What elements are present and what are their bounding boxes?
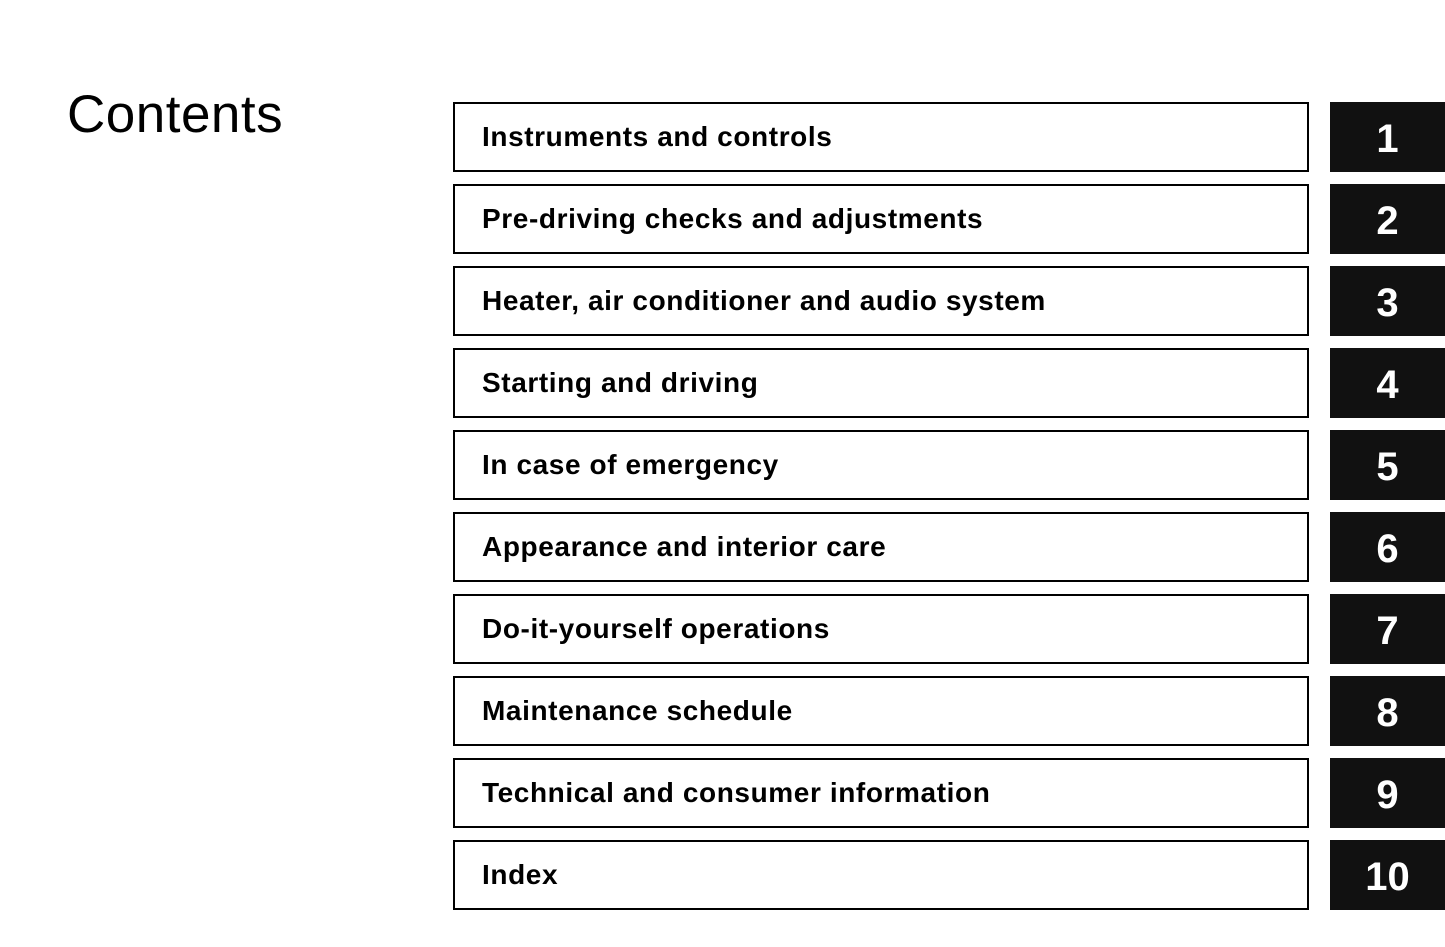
chapter-number: 1 (1376, 117, 1399, 161)
chapter-number-tab[interactable] (1330, 840, 1445, 910)
chapter-number: 8 (1376, 691, 1399, 735)
chapter-title: Pre-driving checks and adjustments (482, 203, 984, 234)
chapter-number-tab[interactable] (1330, 512, 1445, 582)
chapter-number: 10 (1365, 855, 1410, 899)
chapter-number: 9 (1376, 773, 1399, 817)
chapter-number: 5 (1376, 445, 1399, 489)
chapter-number-tab[interactable] (1330, 184, 1445, 254)
toc-entry-instruments[interactable] (453, 102, 1445, 184)
chapter-title-box[interactable] (453, 430, 1309, 500)
chapter-title-box[interactable] (453, 512, 1309, 582)
chapter-title-box[interactable] (453, 348, 1309, 418)
chapter-title-box[interactable] (453, 266, 1309, 336)
chapter-title: Instruments and controls (482, 121, 833, 152)
toc-entry-diy[interactable] (453, 594, 1445, 676)
chapter-title-box[interactable] (453, 184, 1309, 254)
toc-entry-appearance[interactable] (453, 512, 1445, 594)
toc-entry-starting[interactable] (453, 348, 1445, 430)
toc-entry-technical[interactable] (453, 758, 1445, 840)
chapter-title: Do-it-yourself operations (482, 613, 830, 644)
toc-entry-maintenance[interactable] (453, 676, 1445, 758)
chapter-title: Maintenance schedule (482, 695, 793, 726)
chapter-number-tab[interactable] (1330, 676, 1445, 746)
chapter-number-tab[interactable] (1330, 758, 1445, 828)
chapter-title: Index (482, 859, 559, 890)
chapter-number-tab[interactable] (1330, 102, 1445, 172)
table-of-contents (453, 102, 1445, 922)
chapter-title-box[interactable] (453, 676, 1309, 746)
chapter-number: 2 (1376, 199, 1399, 243)
chapter-title: Technical and consumer information (482, 777, 991, 808)
toc-entry-emergency[interactable] (453, 430, 1445, 512)
chapter-number-tab[interactable] (1330, 594, 1445, 664)
chapter-number-tab[interactable] (1330, 266, 1445, 336)
chapter-number-tab[interactable] (1330, 430, 1445, 500)
page-title: Contents (67, 85, 284, 144)
chapter-number: 7 (1376, 609, 1399, 653)
chapter-title-box[interactable] (453, 840, 1309, 910)
chapter-number: 6 (1376, 527, 1399, 571)
chapter-number: 3 (1376, 281, 1399, 325)
toc-entry-index[interactable] (453, 840, 1445, 922)
chapter-title: Heater, air conditioner and audio system (482, 285, 1046, 316)
chapter-title-box[interactable] (453, 594, 1309, 664)
chapter-title-box[interactable] (453, 102, 1309, 172)
chapter-title-box[interactable] (453, 758, 1309, 828)
chapter-title: Appearance and interior care (482, 531, 887, 562)
chapter-number: 4 (1376, 363, 1399, 407)
toc-entry-pre-driving[interactable] (453, 184, 1445, 266)
toc-entry-heater[interactable] (453, 266, 1445, 348)
chapter-title: In case of emergency (482, 449, 779, 480)
chapter-number-tab[interactable] (1330, 348, 1445, 418)
chapter-title: Starting and driving (482, 367, 759, 398)
